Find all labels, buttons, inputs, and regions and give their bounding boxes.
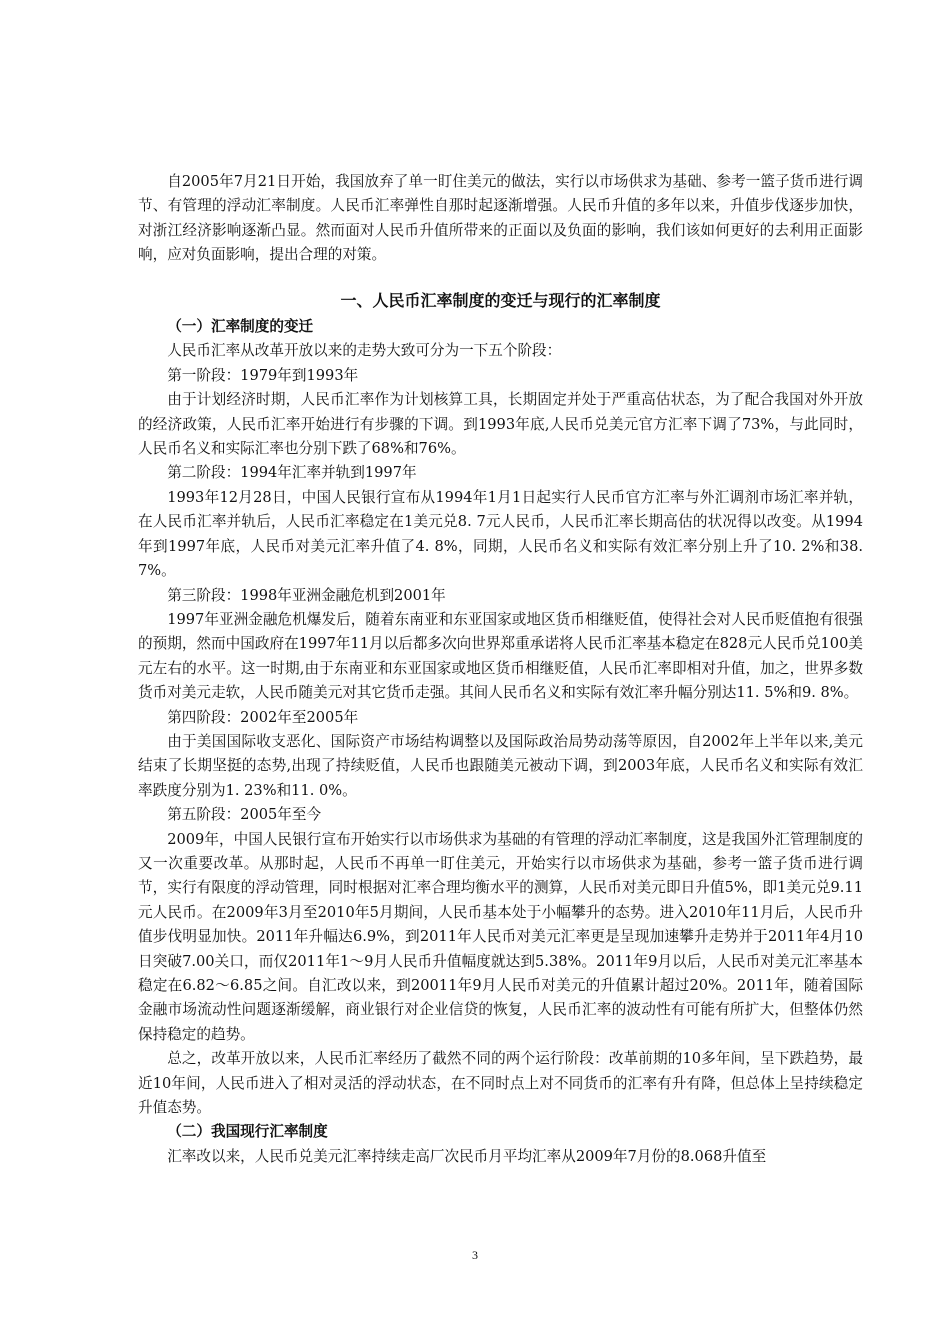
stage5-title: 第五阶段：2005年至今 xyxy=(167,806,322,824)
stage4-title: 第四阶段：2002年至2005年 xyxy=(167,708,359,726)
stage4-paragraph: 由于美国国际收支恶化、国际资产市场结构调整以及国际政治局势动荡等原因，自2002年上半年以来,美元结束了长期坚挺的态势,出现了持续贬值，人民币也跟随美元被动下调，到2003年底，人民币名义和实际有效汇率跌度分别为1. 23%和11. 0%。 xyxy=(138,732,863,799)
stage2-paragraph: 1993年12月28日，中国人民银行宣布从1994年1月1日起实行人民币官方汇率与外汇调剂市场汇率并轨，在人民币汇率并轨后，人民币汇率稳定在1美元兑8. 7元人民币，人民币汇率长期高估的状况得以改变。从1994年到1997年底，人民币对美元汇率升值了4. 8%，同期，人民币名义和实际有效汇率分别上升了10. 2%和38. 7%。 xyxy=(138,488,863,580)
stage5-paragraph: 2009年，中国人民银行宣布开始实行以市场供求为基础的有管理的浮动汇率制度，这是我国外汇管理制度的又一次重要改革。从那时起，人民币不再单一盯住美元，开始实行以市场供求为基础，参考一篮子货币进行调节，实行有限度的浮动管理，同时根据对汇率合理均衡水平的测算，人民币对美元即日升值5%，即1美元兑9.11元人民币。在2009年3月至2010年5月期间，人民币基本处于小幅攀升的态势。进入2010年11月后，人民币升值步伐明显加快。2011年升幅达6.9%，到2011年人民币对美元汇率更是呈现加速攀升走势并于2011年4月10日突破7.00关口，而仅2011年1～9月人民币升值幅度就达到5.38%。2011年9月以后，人民币对美元汇率基本稳定在6.82～6.85之间。自汇改以来，到20011年9月人民币对美元的升值累计超过20%。2011年，随着国际金融市场流动性问题逐渐缓解，商业银行对企业信贷的恢复，人民币汇率的波动性有可能有所扩大，但整体仍然保持稳定的趋势。 xyxy=(138,830,863,1043)
stage2-title: 第二阶段：1994年汇率并轨到1997年 xyxy=(167,464,417,482)
section-heading: 一、人民币汇率制度的变迁与现行的汇率制度 xyxy=(340,290,661,310)
current-regime-paragraph: 汇率改以来，人民币兑美元汇率持续走高厂次民币月平均汇率从2009年7月份的8.068升值至 xyxy=(167,1147,767,1165)
stage3-paragraph: 1997年亚洲金融危机爆发后，随着东南亚和东亚国家或地区货币相继贬值，使得社会对人民币贬值抱有很强的预期，然而中国政府在1997年11月以后都多次向世界郑重承诺将人民币汇率基本稳定在828元人民币兑100美元左右的水平。这一时期,由于东南亚和东亚国家或地区货币相继贬值，人民币汇率即相对升值，加之，世界多数货币对美元走软，人民币随美元对其它货币走强。其间人民币名义和实际有效汇率升幅分别达11. 5%和9. 8%。 xyxy=(138,610,863,702)
stage1-title: 第一阶段：1979年到1993年 xyxy=(167,366,359,384)
intro-paragraph: 自2005年7月21日开始，我国放弃了单一盯住美元的做法，实行以市场供求为基础、参考一篮子货币进行调节、有管理的浮动汇率制度。人民币汇率弹性自那时起逐渐增强。人民币升值的多年以来，升值步伐逐步加快，对浙江经济影响逐渐凸显。然而面对人民币升值所带来的正面以及负面的影响，我们该如何更好的去利用正面影响，应对负面影响，提出合理的对策。 xyxy=(138,173,863,264)
page-number: 3 xyxy=(472,1248,478,1262)
overview-paragraph: 人民币汇率从改革开放以来的走势大致可分为一下五个阶段： xyxy=(167,342,562,360)
summary-paragraph: 总之，改革开放以来，人民币汇率经历了截然不同的两个运行阶段：改革前期的10多年间，呈下跌趋势，最近10年间，人民币进入了相对灵活的浮动状态，在不同时点上对不同货币的汇率有升有降，但总体上呈持续稳定升值态势。 xyxy=(138,1050,863,1117)
subsection-heading-2: （二）我国现行汇率制度 xyxy=(167,1123,328,1141)
subsection-heading-1: （一）汇率制度的变迁 xyxy=(167,318,314,336)
stage3-title: 第三阶段：1998年亚洲金融危机到2001年 xyxy=(167,586,446,604)
document-body xyxy=(138,170,863,1169)
stage1-paragraph: 由于计划经济时期，人民币汇率作为计划核算工具，长期固定并处于严重高估状态，为了配合我国对外开放的经济政策，人民币汇率开始进行有步骤的下调。到1993年底,人民币兑美元官方汇率下调了73%，与此同时，人民币名义和实际汇率也分别下跌了68%和76%。 xyxy=(138,391,863,458)
